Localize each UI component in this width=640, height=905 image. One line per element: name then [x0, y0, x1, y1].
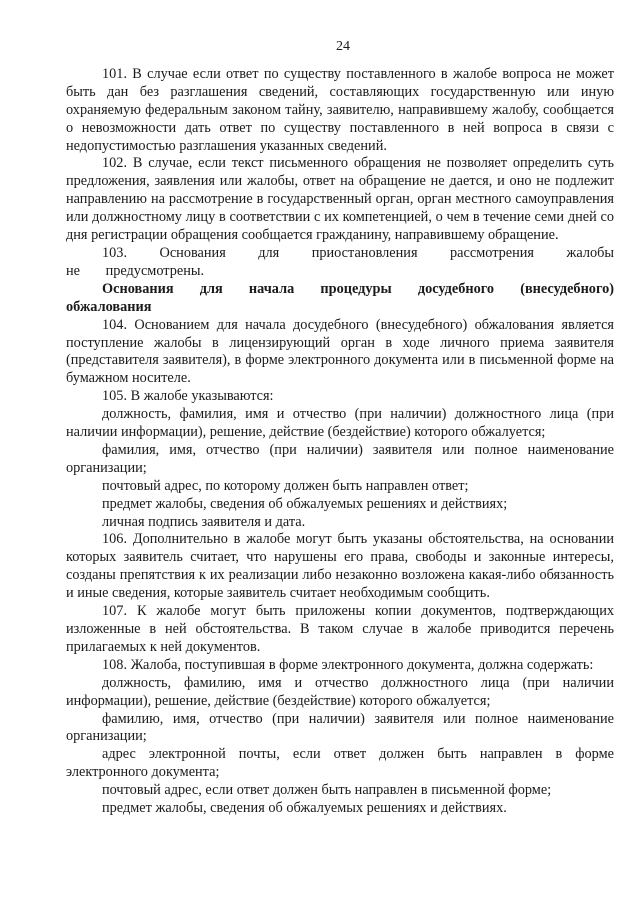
list-item-e-email: адрес электронной почты, если ответ должен быть направлен в форме электронного документа;	[66, 746, 614, 781]
list-item-subject: предмет жалобы, сведения об обжалуемых решениях и действиях;	[102, 495, 508, 512]
list-item-applicant: фамилия, имя, отчество (при наличии) заявителя или полное наименование организации;	[66, 441, 614, 476]
paragraph-101: 101. В случае если ответ по существу поставленного в жалобе вопроса не может быть дан без разглашения сведений, составляющих государственную или иную охраняемую федеральным законом тайну, заявителю, направившему жалобу, сообщается о невозможности дать ответ по существу поставленного в ней вопроса в связи с недопустимостью разглашения указанных сведений.	[66, 65, 614, 154]
paragraph-106: 106. Дополнительно в жалобе могут быть указаны обстоятельства, на основании которых заявитель считает, что нарушены его права, свободы и законные интересы, созданы препятствия к их реализации либо незаконно возложена какая-либо обязанность и иные сведения, которые заявитель считает необходимым сообщить.	[66, 531, 614, 602]
list-item-e-postal: почтовый адрес, если ответ должен быть направлен в письменной форме;	[102, 782, 552, 799]
list-item-postal-address: почтовый адрес, по которому должен быть направлен ответ;	[102, 477, 469, 494]
paragraph-103: 103. Основания для приостановления рассмотрения жалобы не предусмотрены.	[66, 244, 614, 279]
list-item-e-applicant: фамилию, имя, отчество (при наличии) заявителя или полное наименование организации;	[66, 710, 614, 745]
list-item-official: должность, фамилия, имя и отчество (при наличии) должностного лица (при наличии информации), решение, действие (бездействие) которого обжалуется;	[66, 406, 614, 441]
paragraph-107: 107. К жалобе могут быть приложены копии документов, подтверждающих изложенные в ней обстоятельства. В таком случае в жалобе приводится перечень прилагаемых к ней документов.	[66, 603, 614, 655]
list-item-e-official: должность, фамилию, имя и отчество должностного лица (при наличии информации), решение, действие (бездействие) которого обжалуется;	[66, 674, 614, 709]
list-item-e-subject: предмет жалобы, сведения об обжалуемых решениях и действиях.	[102, 800, 507, 817]
page-number: 24	[336, 39, 350, 54]
paragraph-104: 104. Основанием для начала досудебного (внесудебного) обжалования является поступление жалобы в лицензирующий орган в ходе личного приема заявителя (представителя заявителя), в форме электронного документа или в письменной форме на бумажном носителе.	[66, 316, 614, 387]
paragraph-108: 108. Жалоба, поступившая в форме электронного документа, должна содержать:	[102, 656, 594, 673]
paragraph-102: 102. В случае, если текст письменного обращения не позволяет определить суть предложения, заявления или жалобы, ответ на обращение не дается, и оно не подлежит направлению на рассмотрение в государственный орган, орган местного самоуправления или должностному лицу в соответствии с их компетенцией, о чем в течение семи дней со дня регистрации обращения сообщается гражданину, направившему обращение.	[66, 155, 614, 244]
section-heading: Основания для начала процедуры досудебного (внесудебного) обжалования	[66, 280, 614, 315]
list-item-signature: личная подпись заявителя и дата.	[102, 513, 306, 530]
paragraph-105: 105. В жалобе указываются:	[102, 388, 274, 405]
